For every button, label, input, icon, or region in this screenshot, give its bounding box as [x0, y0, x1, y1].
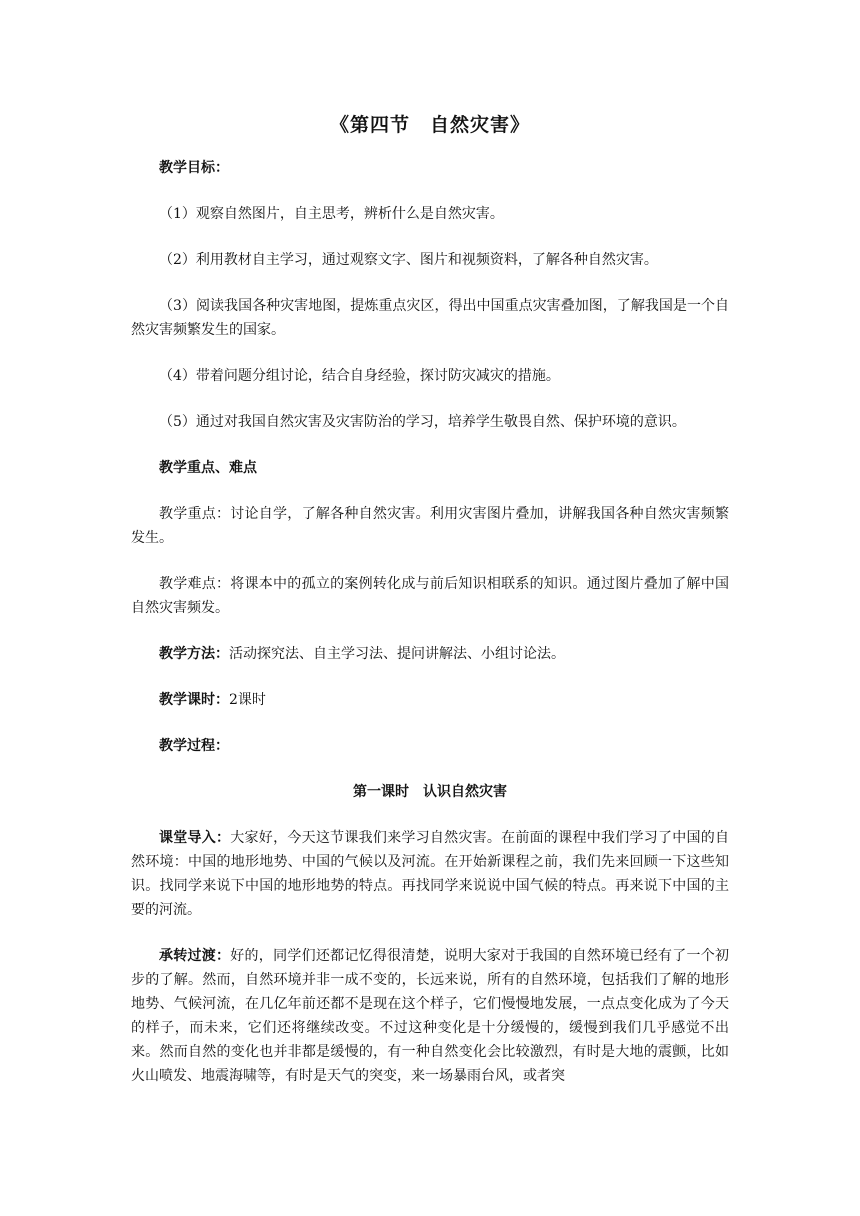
process-heading: 教学过程：	[159, 738, 229, 754]
teaching-focus: 教学重点：讨论自学，了解各种自然灾害。利用灾害图片叠加，讲解我国各种自然灾害频繁发生。	[131, 506, 729, 546]
teaching-method-text: 活动探究法、自主学习法、提问讲解法、小组讨论法。	[229, 646, 565, 662]
document-title: 《第四节 自然灾害》	[329, 114, 530, 136]
teaching-method-label: 教学方法：	[159, 646, 229, 662]
objective-item-3: （3）阅读我国各种灾害地图，提炼重点灾区，得出中国重点灾害叠加图，了解我国是一个自然灾害频繁发生的国家。	[131, 298, 729, 338]
objective-item-4: （4）带着问题分组讨论，结合自身经验，探讨防灾减灾的措施。	[159, 368, 560, 384]
lesson-intro	[131, 826, 729, 922]
lesson-one-title: 第一课时 认识自然灾害	[353, 784, 507, 800]
key-points-heading: 教学重点、难点	[159, 460, 257, 476]
lesson-transition	[131, 944, 729, 1088]
lesson-intro-text: 大家好，今天这节课我们来学习自然灾害。在前面的课程中我们学习了中国的自然环境：中国的地形地势、中国的气候以及河流。在开始新课程之前，我们先来回顾一下这些知识。找同学来说下中国的地形地势的特点。再找同学来说说中国气候的特点。再来说下中国的主要的河流。	[131, 830, 730, 918]
objectives-heading: 教学目标：	[159, 160, 229, 176]
teaching-difficulty: 教学难点：将课本中的孤立的案例转化成与前后知识相联系的知识。通过图片叠加了解中国自然灾害频发。	[131, 576, 729, 616]
document-page	[131, 110, 729, 1110]
teaching-hours	[131, 688, 729, 712]
lesson-intro-label: 课堂导入：	[159, 830, 231, 846]
teaching-method	[131, 642, 729, 666]
lesson-transition-text: 好的，同学们还都记忆得很清楚，说明大家对于我国的自然环境已经有了一个初步的了解。然而，自然环境并非一成不变的，长远来说，所有的自然环境，包括我们了解的地形地势、气候河流，在几亿年前还都不是现在这个样子，它们慢慢地发展，一点点变化成为了今天的样子，而未来，它们还将继续改变。不过这种变化是十分缓慢的，缓慢到我们几乎感觉不出来。然而自然的变化也并非都是缓慢的，有一种自然变化会比较激烈，有时是大地的震颤，比如火山喷发、地震海啸等，有时是天气的突变，来一场暴雨台风，或者突	[131, 948, 730, 1084]
objective-item-2: （2）利用教材自主学习，通过观察文字、图片和视频资料，了解各种自然灾害。	[159, 252, 658, 268]
objective-item-5: （5）通过对我国自然灾害及灾害防治的学习，培养学生敬畏自然、保护环境的意识。	[159, 414, 686, 430]
objective-item-1: （1）观察自然图片，自主思考，辨析什么是自然灾害。	[159, 206, 504, 222]
teaching-hours-label: 教学课时：	[159, 692, 229, 708]
teaching-hours-text: 2课时	[229, 692, 266, 708]
lesson-transition-label: 承转过渡：	[159, 948, 231, 964]
